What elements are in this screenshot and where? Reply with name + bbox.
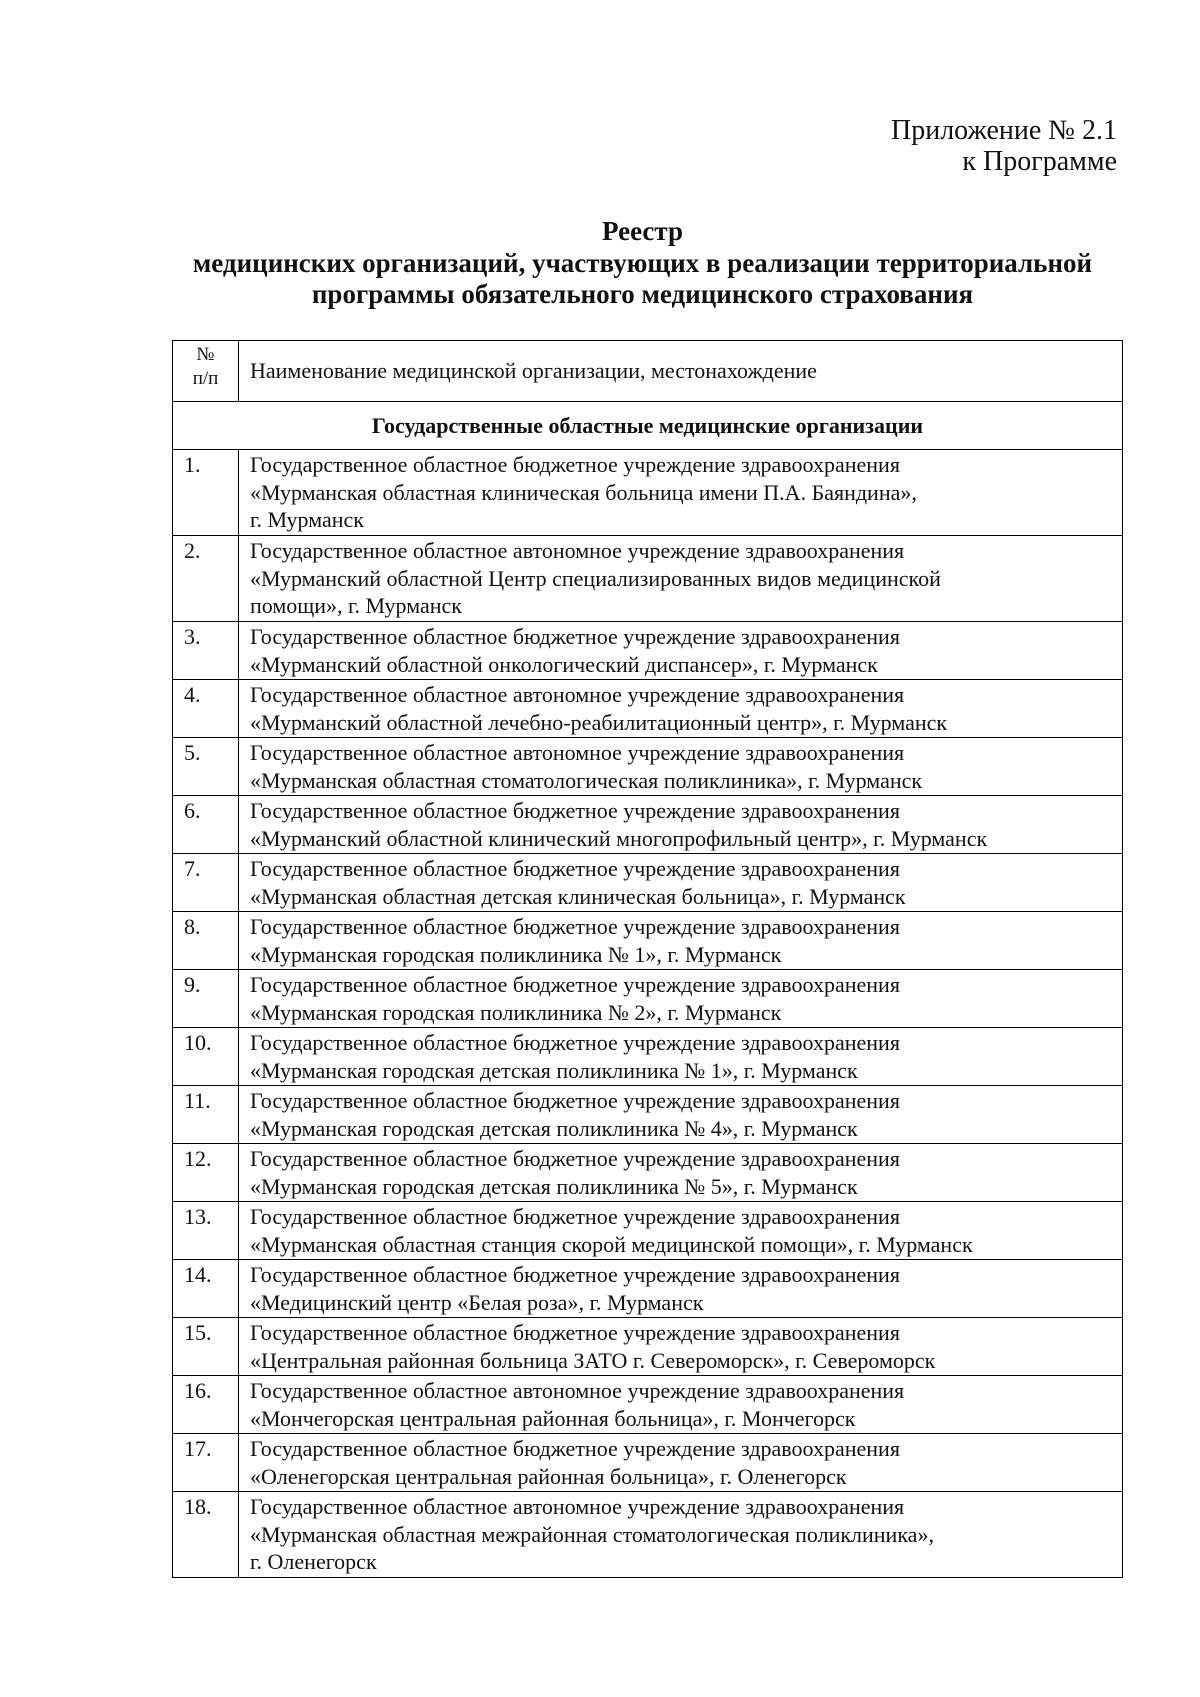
organization-name-line: «Мурманская областная межрайонная стоматологическая поликлиника», [250, 1521, 934, 1547]
row-number: 9. [173, 970, 239, 1028]
row-number: 16. [173, 1376, 239, 1434]
organization-name-line: «Мурманская областная станция скорой медицинской помощи», г. Мурманск [250, 1231, 973, 1257]
organization-name [239, 738, 1123, 796]
row-number: 5. [173, 738, 239, 796]
header-number-cell [173, 341, 239, 402]
organization-name-line: «Мурманская областная стоматологическая поликлиника», г. Мурманск [250, 767, 923, 793]
organization-name-line: Государственное областное бюджетное учреждение здравоохранения [250, 1204, 900, 1229]
organization-name-line: помощи», г. Мурманск [250, 593, 462, 618]
organization-name-line: Государственное областное бюджетное учреждение здравоохранения [250, 798, 900, 823]
organization-name-line: г. Мурманск [250, 507, 364, 532]
table-row [173, 1144, 1123, 1202]
appendix-line-1: Приложение № 2.1 [891, 115, 1117, 146]
organization-name-line: Государственное областное бюджетное учреждение здравоохранения [250, 972, 900, 997]
organization-name-line: «Мурманский областной онкологический диспансер», г. Мурманск [250, 651, 878, 677]
organization-name-line: Государственное областное автономное учреждение здравоохранения [250, 1494, 905, 1519]
organization-name [239, 1144, 1123, 1202]
organization-name [239, 1086, 1123, 1144]
table-header-row [173, 341, 1123, 402]
header-number-sign: № [196, 344, 215, 365]
row-number: 13. [173, 1202, 239, 1260]
table-row [173, 912, 1123, 970]
row-number: 3. [173, 622, 239, 680]
table-row [173, 1028, 1123, 1086]
organization-name-line: Государственное областное автономное учреждение здравоохранения [250, 538, 905, 563]
row-number: 6. [173, 796, 239, 854]
title-line-3: программы обязательного медицинского страхования [311, 279, 974, 309]
row-number: 12. [173, 1144, 239, 1202]
row-number: 8. [173, 912, 239, 970]
organization-name-line: «Оленегорская центральная районная больница», г. Оленегорск [250, 1463, 847, 1489]
title-line-2: медицинских организаций, участвующих в реализации территориальной [192, 247, 1093, 278]
section-row [173, 402, 1123, 450]
table-row [173, 680, 1123, 738]
organization-name-line: «Мурманская городская детская поликлиника № 1», г. Мурманск [250, 1057, 858, 1083]
table-row [173, 536, 1123, 622]
organization-name-line: «Мурманская городская поликлиника № 2», г. Мурманск [250, 999, 782, 1025]
organization-name-line: Государственное областное бюджетное учреждение здравоохранения [250, 1088, 900, 1113]
organization-name [239, 1318, 1123, 1376]
organization-name [239, 450, 1123, 536]
row-number: 17. [173, 1434, 239, 1492]
organization-name-line: «Мурманская городская поликлиника № 1», г. Мурманск [250, 941, 782, 967]
table-row [173, 1434, 1123, 1492]
table-row [173, 450, 1123, 536]
organization-name-line: Государственное областное автономное учреждение здравоохранения [250, 1378, 905, 1403]
organization-name [239, 1028, 1123, 1086]
row-number: 1. [173, 450, 239, 536]
row-number: 15. [173, 1318, 239, 1376]
appendix-line-2: к Программе [962, 146, 1117, 177]
organization-name-line: Государственное областное бюджетное учреждение здравоохранения [250, 914, 900, 939]
organization-name-line: Государственное областное автономное учреждение здравоохранения [250, 682, 905, 707]
organization-name-line: Государственное областное автономное учреждение здравоохранения [250, 740, 905, 765]
organization-name [239, 970, 1123, 1028]
organization-name-line: «Мончегорская центральная районная больница», г. Мончегорск [250, 1405, 856, 1431]
section-title: Государственные областные медицинские организации [173, 402, 1123, 450]
table-row [173, 854, 1123, 912]
organization-name-line: «Мурманская городская детская поликлиника № 4», г. Мурманск [250, 1115, 858, 1141]
organization-name [239, 1434, 1123, 1492]
organization-name-line: «Мурманская городская детская поликлиника № 5», г. Мурманск [250, 1173, 858, 1199]
organization-name [239, 854, 1123, 912]
table-row [173, 970, 1123, 1028]
table-row [173, 1202, 1123, 1260]
row-number: 7. [173, 854, 239, 912]
organization-name-line: «Центральная районная больница ЗАТО г. Североморск», г. Североморск [250, 1347, 936, 1373]
organization-name [239, 1202, 1123, 1260]
organization-name-line: «Мурманская областная детская клиническая больница», г. Мурманск [250, 883, 906, 909]
organization-name-line: «Мурманский областной лечебно-реабилитационный центр», г. Мурманск [250, 709, 948, 735]
organization-name-line: Государственное областное бюджетное учреждение здравоохранения [250, 856, 900, 881]
table-row [173, 1376, 1123, 1434]
table-row [173, 1086, 1123, 1144]
organization-name-line: «Мурманская областная клиническая больница имени П.А. Баяндина», [250, 479, 917, 505]
organization-name-line: «Медицинский центр «Белая роза», г. Мурманск [250, 1289, 704, 1315]
title-line-1: Реестр [601, 216, 684, 246]
organization-name-line: «Мурманский областной клинический многопрофильный центр», г. Мурманск [250, 825, 988, 851]
header-number-abbr: п/п [192, 368, 219, 389]
organization-name-line: Государственное областное бюджетное учреждение здравоохранения [250, 1436, 900, 1461]
table-row [173, 1492, 1123, 1578]
organization-name-line: «Мурманский областной Центр специализированных видов медицинской [250, 565, 941, 591]
row-number: 10. [173, 1028, 239, 1086]
organization-name [239, 912, 1123, 970]
document-title [160, 216, 1125, 311]
appendix-note [891, 115, 1117, 177]
table-row [173, 1318, 1123, 1376]
header-name-cell: Наименование медицинской организации, местонахождение [239, 341, 1123, 402]
organization-name [239, 622, 1123, 680]
row-number: 2. [173, 536, 239, 622]
table-row [173, 796, 1123, 854]
organization-name [239, 680, 1123, 738]
row-number: 18. [173, 1492, 239, 1578]
organization-name [239, 1492, 1123, 1578]
organization-name-line: Государственное областное бюджетное учреждение здравоохранения [250, 1262, 900, 1287]
organization-name [239, 1260, 1123, 1318]
organization-name-line: Государственное областное бюджетное учреждение здравоохранения [250, 1030, 900, 1055]
organization-name [239, 1376, 1123, 1434]
organization-name-line: Государственное областное бюджетное учреждение здравоохранения [250, 624, 900, 649]
organization-name [239, 536, 1123, 622]
organization-name-line: г. Оленегорск [250, 1549, 377, 1574]
registry-table [172, 340, 1123, 1578]
table-row [173, 738, 1123, 796]
table-row [173, 1260, 1123, 1318]
table-row [173, 622, 1123, 680]
row-number: 4. [173, 680, 239, 738]
organization-name-line: Государственное областное бюджетное учреждение здравоохранения [250, 1320, 900, 1345]
organization-name [239, 796, 1123, 854]
row-number: 11. [173, 1086, 239, 1144]
organization-name-line: Государственное областное бюджетное учреждение здравоохранения [250, 1146, 900, 1171]
row-number: 14. [173, 1260, 239, 1318]
organization-name-line: Государственное областное бюджетное учреждение здравоохранения [250, 452, 900, 477]
